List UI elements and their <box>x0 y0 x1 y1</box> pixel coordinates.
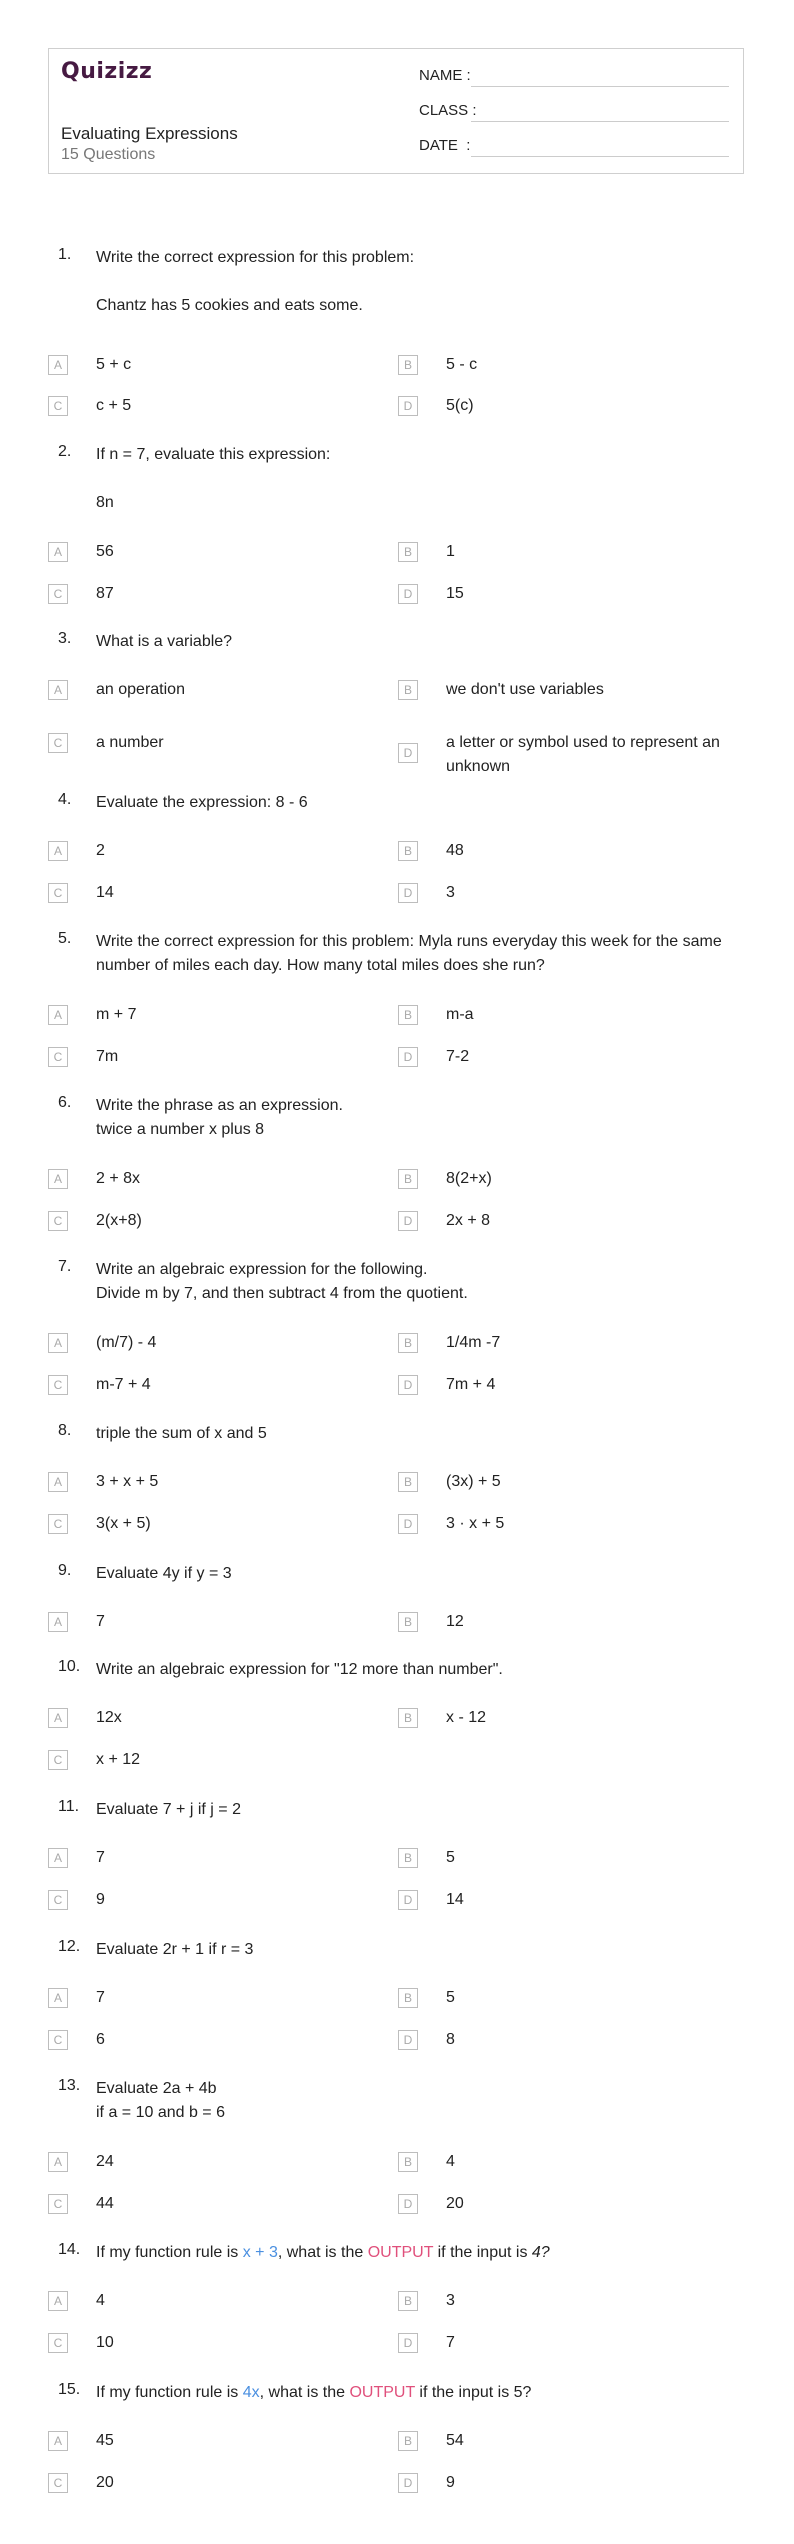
option-text: m-7 + 4 <box>96 1376 151 1393</box>
option-text: 2 <box>96 842 105 859</box>
question-line: Chantz has 5 cookies and eats some. <box>96 297 363 314</box>
question-number: 6. <box>58 1094 72 1111</box>
option-text: 44 <box>96 2195 114 2212</box>
question-text-segment: 4x <box>242 2384 260 2401</box>
question-line: Divide m by 7, and then subtract 4 from the quotient. <box>96 1285 468 1302</box>
option-letter-badge: B <box>398 1612 418 1632</box>
question-number: 1. <box>58 246 72 263</box>
option-letter-badge: A <box>48 1472 68 1492</box>
option-letter-badge: A <box>48 1988 68 2008</box>
option-text: x + 12 <box>96 1751 141 1768</box>
question-line: Evaluate 4y if y = 3 <box>96 1565 232 1582</box>
question-number: 11. <box>58 1798 80 1815</box>
option-letter-badge: A <box>48 1708 68 1728</box>
question-number: 13. <box>58 2077 81 2094</box>
question-line <box>96 467 736 491</box>
question-text <box>96 1094 736 1142</box>
question-text <box>96 1938 736 1962</box>
option-text: 3 + x + 5 <box>96 1473 159 1490</box>
option-text: 56 <box>96 543 114 560</box>
option-text: 8 <box>446 2031 455 2048</box>
option-text: 3(x + 5) <box>96 1515 151 1532</box>
option-letter-badge: C <box>48 1890 68 1910</box>
option-text: 5(c) <box>446 397 474 414</box>
date-label: DATE : <box>419 137 471 154</box>
question-text <box>96 1562 736 1586</box>
option-letter-badge: C <box>48 1211 68 1231</box>
option-letter-badge: D <box>398 743 418 763</box>
option-letter-badge: A <box>48 355 68 375</box>
question-text <box>96 1798 736 1822</box>
question-text-segment: x + 3 <box>242 2244 278 2261</box>
option-text: c + 5 <box>96 397 132 414</box>
option-letter-badge: D <box>398 2333 418 2353</box>
option-text: 3 · x + 5 <box>446 1515 505 1532</box>
question-number: 10. <box>58 1658 81 1675</box>
option-letter-badge: D <box>398 1890 418 1910</box>
question-text <box>96 2241 736 2265</box>
option-letter-badge: D <box>398 584 418 604</box>
option-letter-badge: C <box>48 584 68 604</box>
option-text: 9 <box>96 1891 105 1908</box>
option-letter-badge: A <box>48 1005 68 1025</box>
option-text: 3 <box>446 2292 455 2309</box>
question-text <box>96 1422 736 1446</box>
option-letter-badge: D <box>398 883 418 903</box>
question-line: Write the correct expression for this problem: <box>96 249 415 266</box>
question-number: 7. <box>58 1258 72 1275</box>
question-number: 9. <box>58 1562 72 1579</box>
option-letter-badge: B <box>398 542 418 562</box>
option-text: 20 <box>446 2195 464 2212</box>
option-letter-badge: A <box>48 2431 68 2451</box>
question-text-segment: if the input is <box>433 2244 532 2261</box>
option-letter-badge: B <box>398 355 418 375</box>
question-number: 4. <box>58 791 72 808</box>
option-text: 4 <box>446 2153 455 2170</box>
question-text <box>96 246 736 318</box>
question-line: 8n <box>96 494 114 511</box>
option-letter-badge: D <box>398 1047 418 1067</box>
option-letter-badge: A <box>48 542 68 562</box>
option-letter-badge: C <box>48 2030 68 2050</box>
question-line: Write an algebraic expression for "12 more than number". <box>96 1661 503 1678</box>
question-line: Write the phrase as an expression. <box>96 1097 343 1114</box>
option-text: 7 <box>446 2334 455 2351</box>
question-text-segment: if the input is 5? <box>414 2384 532 2401</box>
option-text: 14 <box>96 884 114 901</box>
option-text: 45 <box>96 2432 114 2449</box>
option-text: 15 <box>446 585 464 602</box>
option-letter-badge: A <box>48 841 68 861</box>
option-text: (m/7) - 4 <box>96 1334 157 1351</box>
option-letter-badge: B <box>398 1988 418 2008</box>
option-letter-badge: D <box>398 2194 418 2214</box>
option-letter-badge: D <box>398 1514 418 1534</box>
worksheet-header <box>48 48 744 174</box>
question-text-segment: , what is the <box>277 2244 368 2261</box>
question-text-segment: If my function rule is <box>96 2384 243 2401</box>
question-text <box>96 1258 736 1306</box>
question-text-segment: 4? <box>531 2244 550 2261</box>
question-line: What is a variable? <box>96 633 233 650</box>
option-letter-badge: B <box>398 680 418 700</box>
option-letter-badge: D <box>398 1211 418 1231</box>
option-text: 3 <box>446 884 455 901</box>
question-number: 2. <box>58 443 72 460</box>
option-letter-badge: B <box>398 1005 418 1025</box>
option-text: 5 + c <box>96 356 132 373</box>
option-text: we don't use variables <box>446 681 604 698</box>
option-letter-badge: A <box>48 2152 68 2172</box>
question-line: triple the sum of x and 5 <box>96 1425 267 1442</box>
question-line: if a = 10 and b = 6 <box>96 2104 225 2121</box>
question-text-segment: If my function rule is <box>96 2244 243 2261</box>
question-text <box>96 1658 736 1682</box>
option-text: a letter or symbol used to represent an unknown <box>446 734 720 775</box>
option-text: 48 <box>446 842 464 859</box>
worksheet-title: Evaluating Expressions <box>61 124 238 143</box>
option-text: 5 <box>446 1989 455 2006</box>
name-label: NAME : <box>419 67 471 84</box>
date-field[interactable] <box>419 137 729 157</box>
option-letter-badge: B <box>398 1333 418 1353</box>
option-text: 87 <box>96 585 114 602</box>
option-letter-badge: A <box>48 1612 68 1632</box>
question-line: twice a number x plus 8 <box>96 1121 265 1138</box>
quizizz-logo: Quizizz <box>61 59 153 84</box>
option-text: an operation <box>96 681 185 698</box>
option-text: 7m + 4 <box>446 1376 496 1393</box>
option-letter-badge: C <box>48 883 68 903</box>
option-text: 24 <box>96 2153 114 2170</box>
option-text: 6 <box>96 2031 105 2048</box>
option-letter-badge: C <box>48 1375 68 1395</box>
option-text: 14 <box>446 1891 464 1908</box>
option-text: 7m <box>96 1048 119 1065</box>
question-number: 15. <box>58 2381 81 2398</box>
option-text: 7 <box>96 1613 105 1630</box>
option-text: 1/4m -7 <box>446 1334 501 1351</box>
option-text: 8(2+x) <box>446 1170 492 1187</box>
option-text: 2 + 8x <box>96 1170 141 1187</box>
option-text: m-a <box>446 1006 474 1023</box>
option-text: m + 7 <box>96 1006 137 1023</box>
option-text: 54 <box>446 2432 464 2449</box>
option-letter-badge: D <box>398 2473 418 2493</box>
option-letter-badge: B <box>398 841 418 861</box>
question-line: Write an algebraic expression for the following. <box>96 1261 428 1278</box>
option-text: 12x <box>96 1709 122 1726</box>
question-text-segment: , what is the <box>259 2384 350 2401</box>
option-letter-badge: C <box>48 1514 68 1534</box>
question-number: 3. <box>58 630 72 647</box>
option-text: 5 - c <box>446 356 478 373</box>
question-line: Evaluate 2r + 1 if r = 3 <box>96 1941 254 1958</box>
name-field[interactable] <box>419 67 729 87</box>
option-text: 10 <box>96 2334 114 2351</box>
option-letter-badge: C <box>48 733 68 753</box>
option-letter-badge: A <box>48 680 68 700</box>
option-text: 5 <box>446 1849 455 1866</box>
option-letter-badge: D <box>398 2030 418 2050</box>
option-text: 12 <box>446 1613 464 1630</box>
question-text-segment: OUTPUT <box>349 2384 415 2401</box>
question-line: Evaluate the expression: 8 - 6 <box>96 794 308 811</box>
option-letter-badge: B <box>398 2431 418 2451</box>
question-count: 15 Questions <box>61 146 156 163</box>
question-number: 12. <box>58 1938 81 1955</box>
option-letter-badge: B <box>398 2152 418 2172</box>
option-letter-badge: A <box>48 1333 68 1353</box>
option-letter-badge: B <box>398 1472 418 1492</box>
option-text: a number <box>96 734 164 751</box>
question-number: 5. <box>58 930 72 947</box>
question-line: Evaluate 7 + j if j = 2 <box>96 1801 241 1818</box>
question-number: 8. <box>58 1422 72 1439</box>
question-line: Evaluate 2a + 4b <box>96 2080 217 2097</box>
question-text <box>96 443 736 515</box>
option-letter-badge: D <box>398 1375 418 1395</box>
question-line <box>96 270 736 294</box>
class-field[interactable] <box>419 102 729 122</box>
option-letter-badge: A <box>48 2291 68 2311</box>
option-letter-badge: C <box>48 1750 68 1770</box>
question-text <box>96 2077 736 2125</box>
question-text <box>96 930 736 978</box>
option-text: 7 <box>96 1849 105 1866</box>
option-letter-badge: B <box>398 1848 418 1868</box>
option-text: (3x) + 5 <box>446 1473 501 1490</box>
option-text: 2x + 8 <box>446 1212 491 1229</box>
option-text: 20 <box>96 2474 114 2491</box>
option-text: x - 12 <box>446 1709 487 1726</box>
option-letter-badge: C <box>48 2194 68 2214</box>
option-letter-badge: A <box>48 1848 68 1868</box>
question-text <box>96 630 736 654</box>
question-number: 14. <box>58 2241 81 2258</box>
option-text: 9 <box>446 2474 455 2491</box>
option-letter-badge: C <box>48 396 68 416</box>
option-letter-badge: B <box>398 1708 418 1728</box>
option-letter-badge: D <box>398 396 418 416</box>
question-text <box>96 2381 736 2405</box>
option-letter-badge: C <box>48 2473 68 2493</box>
option-letter-badge: A <box>48 1169 68 1189</box>
option-letter-badge: C <box>48 1047 68 1067</box>
option-text: 4 <box>96 2292 105 2309</box>
option-text: 1 <box>446 543 455 560</box>
question-line: If n = 7, evaluate this expression: <box>96 446 331 463</box>
option-letter-badge: B <box>398 2291 418 2311</box>
option-text: 7 <box>96 1989 105 2006</box>
option-text: 7-2 <box>446 1048 470 1065</box>
option-letter-badge: C <box>48 2333 68 2353</box>
question-text <box>96 791 736 815</box>
class-label: CLASS : <box>419 102 477 119</box>
option-text: 2(x+8) <box>96 1212 142 1229</box>
option-letter-badge: B <box>398 1169 418 1189</box>
question-line: Write the correct expression for this problem: Myla runs everyday this week for the same number of miles each day. How many total miles does she run? <box>96 933 722 974</box>
question-text-segment: OUTPUT <box>367 2244 434 2261</box>
